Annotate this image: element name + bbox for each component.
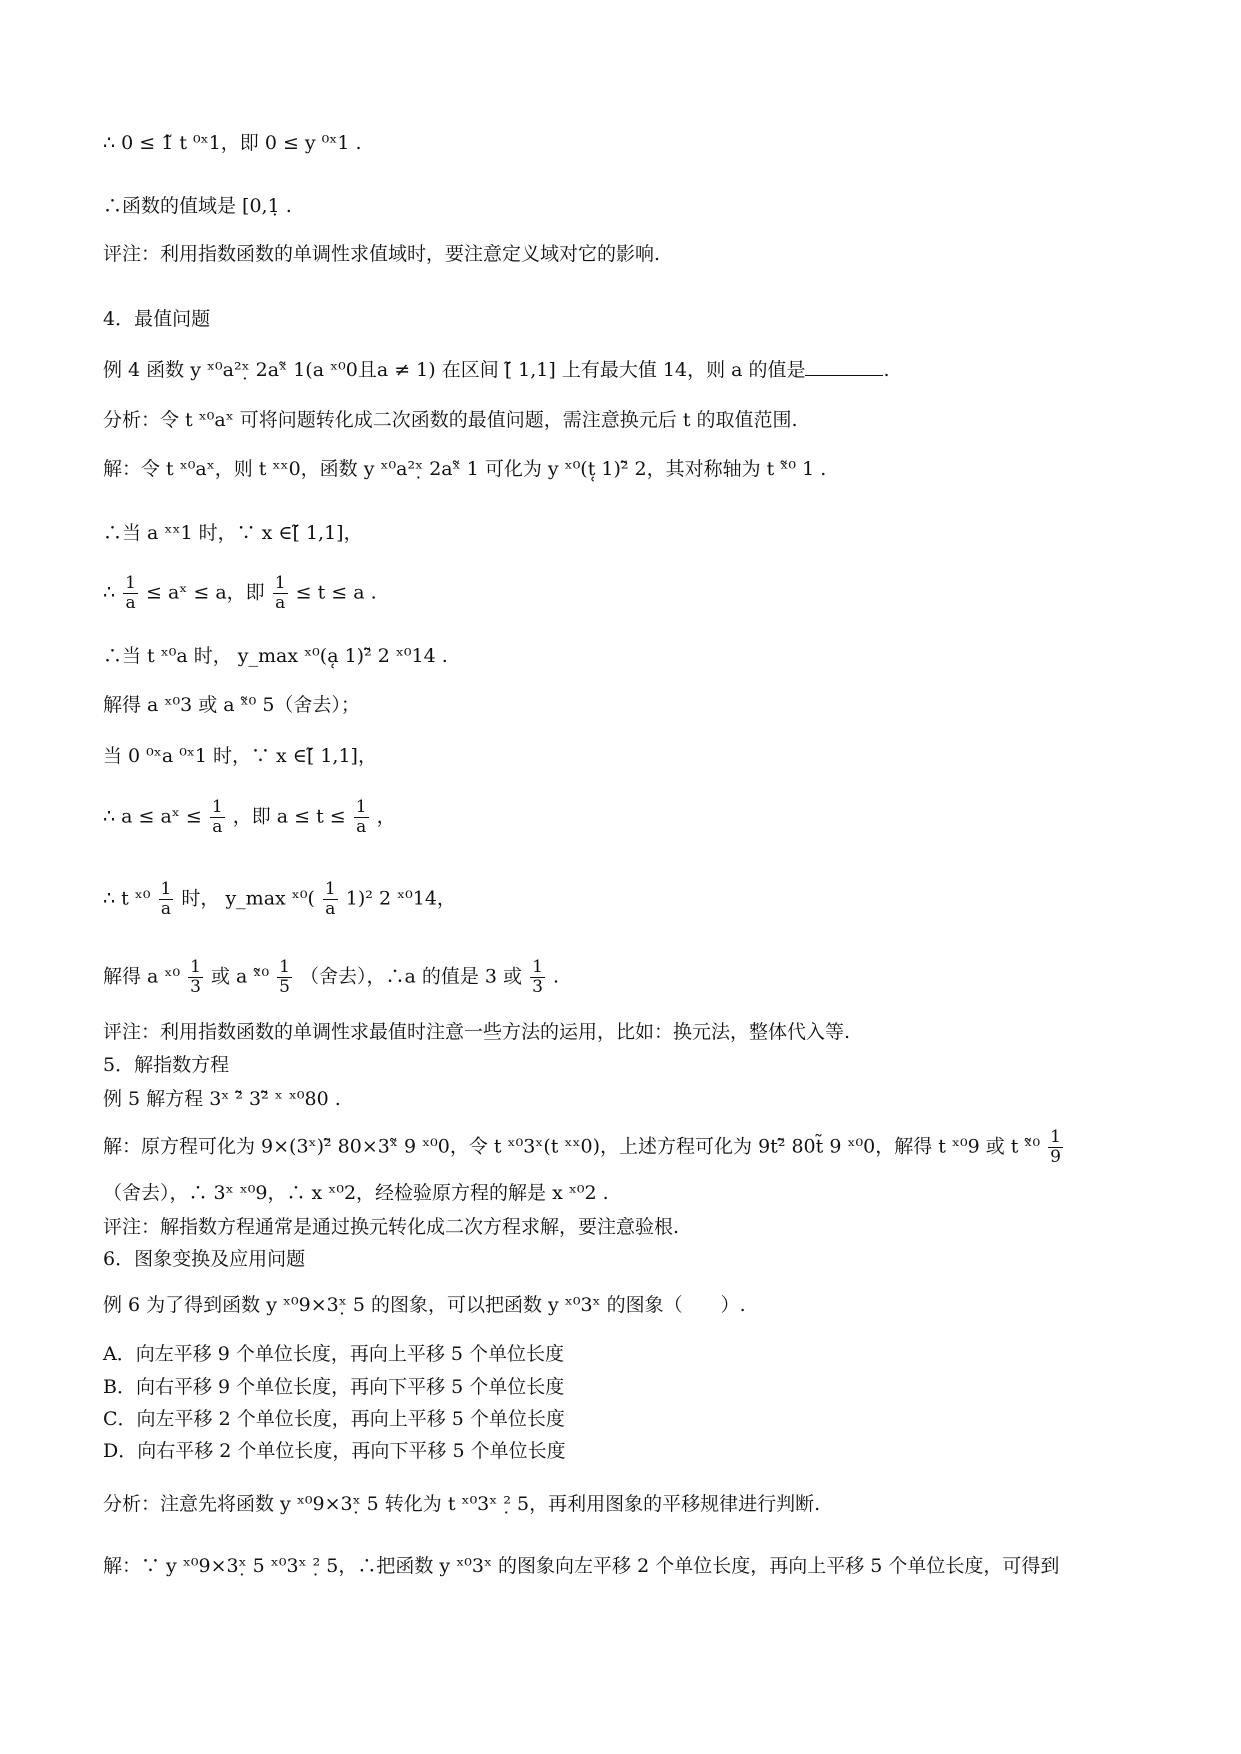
numerator: 1: [355, 797, 367, 817]
text-segment: ，即 a ≤ t ≤: [232, 805, 346, 828]
math-line: [103, 798, 396, 837]
text-segment: （舍去），∴a 的值是 3 或: [300, 965, 523, 988]
denominator: 3: [190, 977, 201, 997]
numerator: 1: [125, 573, 136, 593]
numerator: 1: [211, 797, 223, 817]
denominator: a: [212, 817, 223, 837]
fraction: [354, 798, 369, 837]
example-4: [103, 357, 890, 383]
text-segment: 或 a ˣ̃⁰: [211, 965, 270, 988]
text-line: 分析：注意先将函数 y ˣ⁰9×3ˣ̣ 5 转化为 t ˣ⁰3ˣ ²̣ 5，再利用图象的平移规律进行判断.: [103, 1493, 821, 1515]
section-heading: 4．最值问题: [103, 308, 211, 330]
math-line: [103, 880, 456, 919]
numerator: 1: [532, 957, 543, 977]
text-segment: ∴: [103, 581, 116, 604]
denominator: a: [125, 593, 136, 613]
fraction: [530, 958, 545, 997]
fraction: [323, 880, 338, 919]
denominator: 5: [279, 977, 290, 997]
text-segment: 1)² 2 ˣ⁰14，: [345, 887, 456, 910]
math-line: [103, 574, 377, 613]
denominator: a: [356, 817, 367, 837]
fraction: [159, 880, 174, 919]
denominator: a: [325, 899, 336, 919]
denominator: a: [275, 593, 286, 613]
denominator: 3: [532, 977, 543, 997]
option-a: A．向左平移 9 个单位长度，再向上平移 5 个单位长度: [103, 1343, 565, 1365]
text-line: 评注：利用指数函数的单调性求最值时注意一些方法的运用，比如：换元法，整体代入等.: [103, 1021, 851, 1043]
numerator: 1: [190, 957, 201, 977]
option-d: D．向右平移 2 个单位长度，再向下平移 5 个单位长度: [103, 1440, 566, 1462]
numerator: 1: [324, 879, 336, 899]
text-line: ∴当 t ˣ⁰a 时， y_max ˣ⁰(a̜ 1)²̃ 2 ˣ⁰14 .: [103, 645, 448, 667]
text-segment: ≤ aˣ ≤ a，即: [146, 581, 265, 604]
option-c: C．向左平移 2 个单位长度，再向上平移 5 个单位长度: [103, 1408, 565, 1430]
text-segment: ∴ a ≤ aˣ ≤: [103, 805, 202, 828]
text-segment: .: [883, 359, 890, 381]
fraction: [210, 798, 225, 837]
text-segment: 时， y_max ˣ⁰(: [181, 887, 315, 910]
text-line: 解：∵ y ˣ⁰9×3ˣ̣ 5 ˣ⁰3ˣ ²̣ 5，∴把函数 y ˣ⁰3ˣ 的图象向左平移 2 个单位长度，再向上平移 5 个单位长度，可得到: [103, 1555, 1060, 1577]
text-line: 分析：令 t ˣ⁰aˣ 可将问题转化成二次函数的最值问题，需注意换元后 t 的取值范围.: [103, 409, 798, 431]
text-line: ∴函数的值域是 [0,1̣ .: [103, 195, 292, 217]
denominator: a: [160, 899, 172, 919]
text-segment: 例 4 函数 y ˣ⁰a²ˣ̣ 2aˣ̃ 1(a ˣ⁰0且a ≠ 1) 在区间 [̃ 1,1] 上有最大值 14，则 a 的值是: [103, 359, 806, 381]
text-line: 解得 a ˣ⁰3 或 a ˣ̃⁰ 5（舍去）；: [103, 694, 360, 716]
option-b: B．向右平移 9 个单位长度，再向下平移 5 个单位长度: [103, 1376, 565, 1398]
text-segment: ∴ t ˣ⁰: [103, 887, 151, 910]
numerator: 1: [160, 879, 172, 899]
math-line: [103, 1128, 1065, 1167]
section-heading: 5．解指数方程: [103, 1054, 230, 1076]
text-segment: ，: [376, 805, 396, 828]
numerator: 1: [274, 573, 286, 593]
text-line: （舍去），∴ 3ˣ ˣ⁰9，∴ x ˣ⁰2，经检验原方程的解是 x ˣ⁰2 .: [103, 1182, 609, 1204]
text-line: 解：令 t ˣ⁰aˣ，则 t ˣˣ0，函数 y ˣ⁰a²ˣ̣ 2aˣ̃ 1 可化为 y ˣ⁰(t̜ 1)²̃ 2，其对称轴为 t ˣ̃⁰ 1 .: [103, 458, 827, 480]
text-line: ∴ 0 ≤ 1̃ t ⁰ˣ1，即 0 ≤ y ⁰ˣ1 .: [103, 132, 362, 154]
numerator: 1: [1050, 1127, 1061, 1147]
text-segment: ≤ t ≤ a .: [295, 581, 377, 604]
text-line: 评注：利用指数函数的单调性求值域时，要注意定义域对它的影响.: [103, 243, 661, 265]
answer-blank: [805, 357, 883, 376]
text-line: 当 0 ⁰ˣa ⁰ˣ1 时，∵ x ∈[̃ 1,1]，: [103, 745, 377, 767]
text-line: 例 5 解方程 3ˣ ²̃ 3²̃ ˣ ˣ⁰80 .: [103, 1088, 341, 1110]
fraction: [123, 574, 138, 613]
numerator: 1: [279, 957, 290, 977]
text-line: ∴当 a ˣˣ1 时，∵ x ∈[̃ 1,1]，: [103, 522, 363, 544]
fraction: [277, 958, 292, 997]
text-segment: .: [552, 965, 560, 988]
text-line: 评注：解指数方程通常是通过换元转化成二次方程求解，要注意验根.: [103, 1216, 680, 1238]
text-segment: 解得 a ˣ⁰: [103, 965, 181, 988]
fraction: [1048, 1128, 1063, 1167]
denominator: 9: [1050, 1147, 1061, 1167]
text-line: 例 6 为了得到函数 y ˣ⁰9×3ˣ̣ 5 的图象，可以把函数 y ˣ⁰3ˣ 的图象（ ）.: [103, 1294, 746, 1316]
fraction: [273, 574, 288, 613]
section-heading: 6．图象变换及应用问题: [103, 1248, 306, 1270]
fraction: [188, 958, 203, 997]
text-segment: 解：原方程可化为 9×(3ˣ)²̃ 80×3ˣ̃ 9 ˣ⁰0，令 t ˣ⁰3ˣ(t ˣˣ0)，上述方程可化为 9t²̃ 80t̃ 9 ˣ⁰0，解得 t ˣ⁰9 或 t ˣ̃⁰: [103, 1135, 1041, 1158]
math-line: [103, 958, 559, 997]
